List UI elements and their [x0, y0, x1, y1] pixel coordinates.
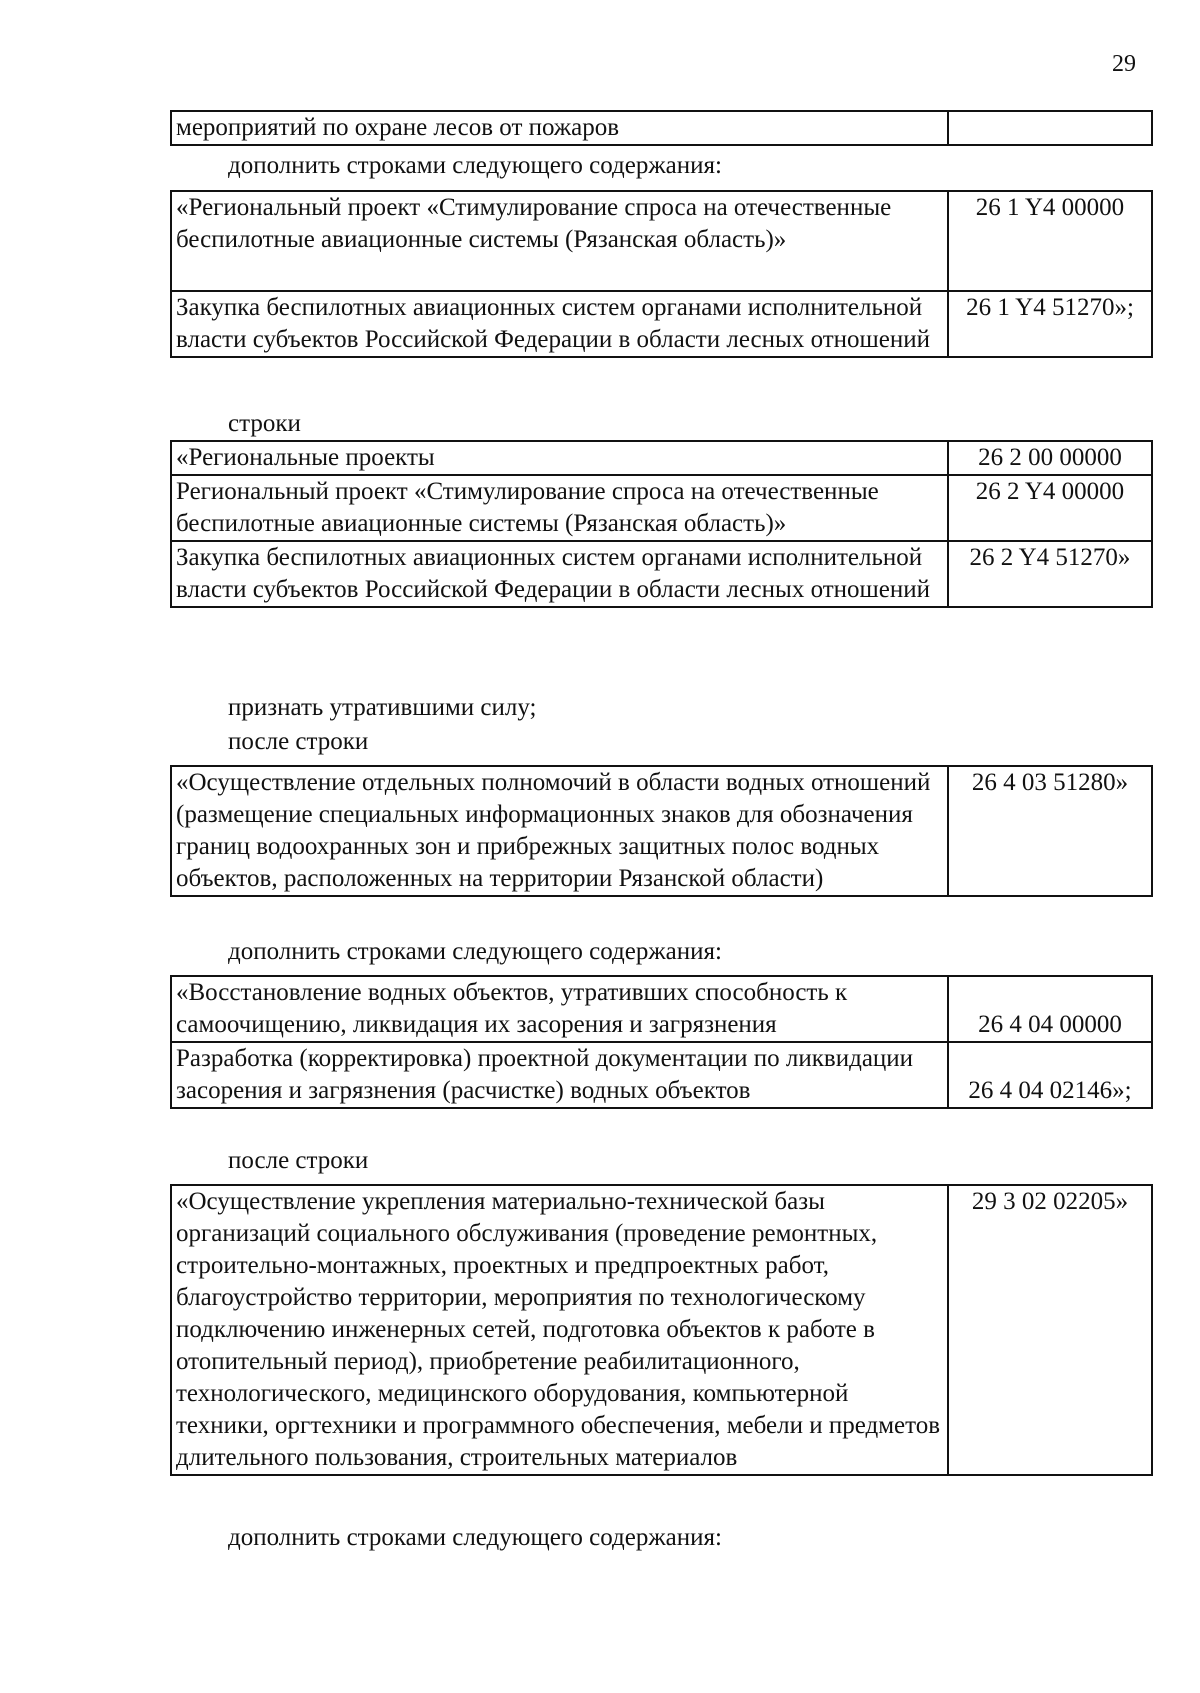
- row-code: 26 2 Y4 51270»: [948, 541, 1152, 607]
- table-social-services: [170, 1184, 1153, 1476]
- table-row: [171, 766, 1152, 896]
- table-forest-fire: [170, 110, 1153, 146]
- row-text: Региональный проект «Стимулирование спроса на отечественные беспилотные авиационные системы (Рязанская область)»: [171, 475, 948, 541]
- instruction-add-rows: дополнить строками следующего содержания:: [228, 152, 722, 179]
- row-code: 26 2 Y4 00000: [948, 475, 1152, 541]
- table-row: [171, 191, 1152, 291]
- row-code: 26 1 Y4 00000: [948, 191, 1152, 291]
- table-row: [171, 291, 1152, 357]
- row-code: 26 4 04 00000: [948, 976, 1152, 1042]
- row-code: 29 3 02 02205»: [948, 1185, 1152, 1475]
- row-code: 26 2 00 00000: [948, 441, 1152, 475]
- table-row: [171, 1042, 1152, 1108]
- row-text: «Осуществление отдельных полномочий в области водных отношений (размещение специальных информационных знаков для обозначения границ водоохранных зон и прибрежных защитных полос водных объектов, расположенных на территории Рязанской области): [171, 766, 948, 896]
- instruction-rows: строки: [228, 410, 301, 437]
- page-number: 29: [1112, 51, 1136, 77]
- row-text: «Осуществление укрепления материально-технической базы организаций социального обслуживания (проведение ремонтных, строительно-монтажных, проектных и предпроектных работ, благоустройство территории, мероприятия по технологическому подключению инженерных сетей, подготовка объектов к работе в отопительный период), приобретение реабилитационного, технологического, медицинского оборудования, компьютерной техники, оргтехники и программного обеспечения, мебели и предметов длительного пользования, строительных материалов: [171, 1185, 948, 1475]
- row-code: 26 1 Y4 51270»;: [948, 291, 1152, 357]
- row-text: «Региональный проект «Стимулирование спроса на отечественные беспилотные авиационные системы (Рязанская область)»: [171, 191, 948, 291]
- table-regional-projects-26-2: [170, 440, 1153, 608]
- table-row: [171, 976, 1152, 1042]
- table-drones-26-1: [170, 190, 1153, 358]
- instruction-repeal: признать утратившими силу;: [228, 694, 537, 721]
- instruction-add-rows: дополнить строками следующего содержания:: [228, 1524, 722, 1551]
- instruction-add-rows: дополнить строками следующего содержания:: [228, 938, 722, 965]
- table-row: [171, 475, 1152, 541]
- row-text: мероприятий по охране лесов от пожаров: [171, 111, 948, 145]
- row-code: 26 4 03 51280»: [948, 766, 1152, 896]
- table-water-relations: [170, 765, 1153, 897]
- table-row: [171, 111, 1152, 145]
- row-text: Разработка (корректировка) проектной документации по ликвидации засорения и загрязнения (расчистке) водных объектов: [171, 1042, 948, 1108]
- row-code: [948, 111, 1152, 145]
- row-code: 26 4 04 02146»;: [948, 1042, 1152, 1108]
- table-row: [171, 1185, 1152, 1475]
- instruction-after-row: после строки: [228, 728, 369, 755]
- row-text: «Восстановление водных объектов, утративших способность к самоочищению, ликвидация их засорения и загрязнения: [171, 976, 948, 1042]
- row-text: Закупка беспилотных авиационных систем органами исполнительной власти субъектов Российской Федерации в области лесных отношений: [171, 291, 948, 357]
- table-water-restoration: [170, 975, 1153, 1109]
- table-row: [171, 541, 1152, 607]
- instruction-after-row: после строки: [228, 1147, 369, 1174]
- row-text: Закупка беспилотных авиационных систем органами исполнительной власти субъектов Российской Федерации в области лесных отношений: [171, 541, 948, 607]
- table-row: [171, 441, 1152, 475]
- row-text: «Региональные проекты: [171, 441, 948, 475]
